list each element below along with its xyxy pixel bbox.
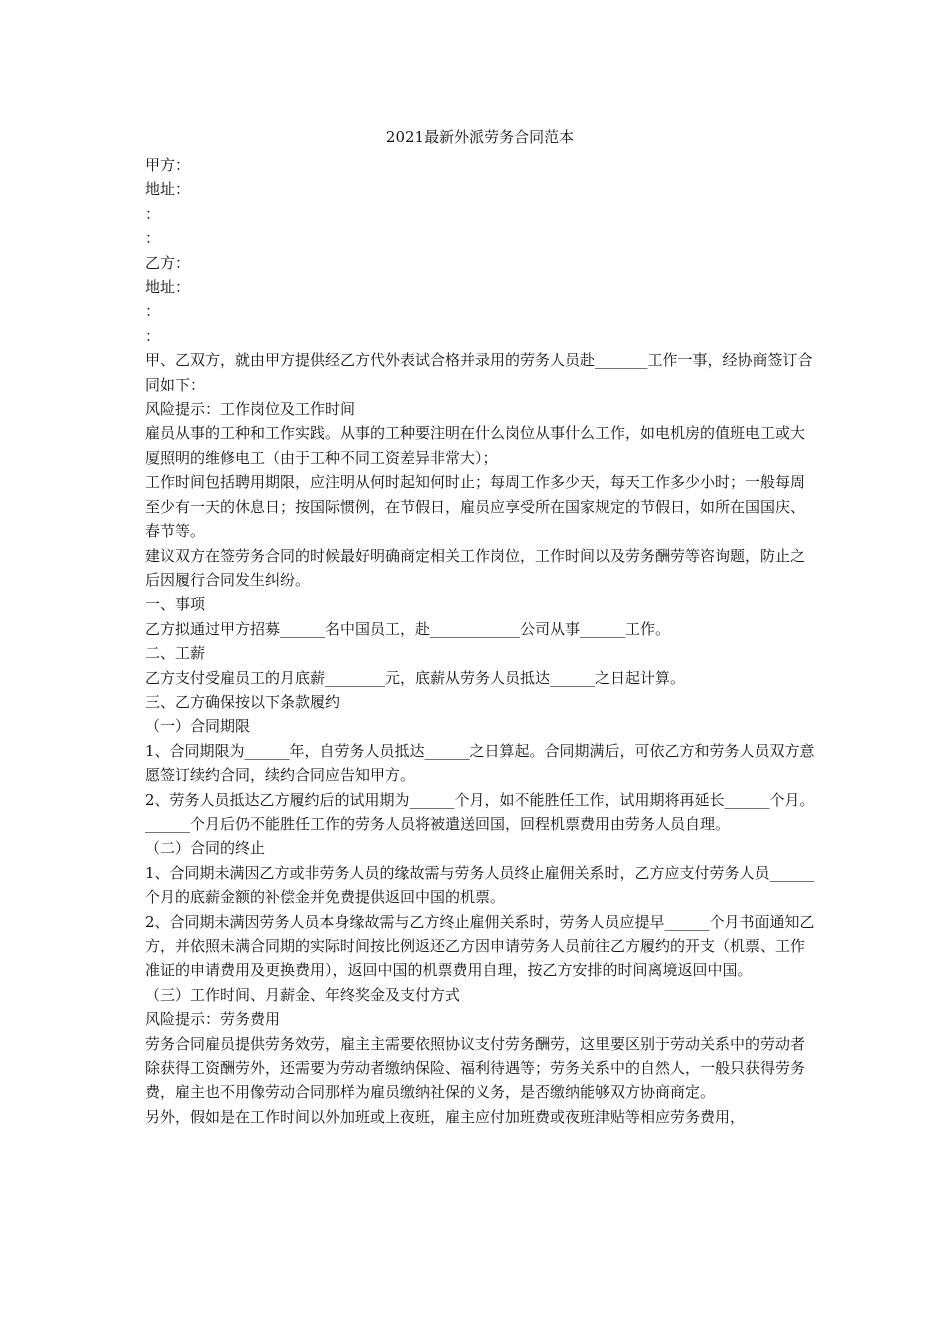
risk-tip-heading: 风险提示：劳务费用 [145,1010,281,1029]
subsection-heading: （三）工作时间、月薪金、年终奖金及支付方式 [145,985,461,1004]
section-heading: 一、事项 [145,595,206,614]
subsection-heading: （二）合同的终止 [145,839,266,858]
document-title: 2021最新外派劳务合同范本 [385,128,575,146]
party-b-field: ： [145,302,161,321]
party-a-field: ： [145,204,161,223]
body-paragraph: 劳务合同雇员提供劳务效劳，雇主主需要依照协议支付劳务酬劳，这里要区别于劳动关系中的劳动者除获得工资酬劳外，还需要为劳动者缴纳保险、福利待遇等；劳务关系中的自然人，一般只获得劳务费，雇主也不用像劳动合同那样为雇员缴纳社保的义务，是否缴纳能够双方协商商定。 [145,1034,806,1102]
party-a-field: ： [145,229,161,248]
party-b-field: ： [145,326,161,345]
preamble-paragraph: 甲、乙双方，就由甲方提供经乙方代外表试合格并录用的劳务人员赴_______工作一事，经协商签订合同如下： [145,351,813,394]
subsection-heading: （一）合同期限 [145,717,251,736]
body-paragraph: 乙方支付受雇员工的月底薪________元，底薪从劳务人员抵达______之日起计算。 [145,668,686,687]
clause-paragraph: 2、劳务人员抵达乙方履约后的试用期为______个月，如不能胜任工作，试用期将再延长______个月。______个月后仍不能胜任工作的劳务人员将被遣送回国，回程机票费用由劳务人员自理。 [145,790,815,833]
party-a-label: 甲方： [145,156,191,174]
section-heading: 三、乙方确保按以下条款履约 [145,692,341,711]
section-heading: 二、工薪 [145,644,206,663]
body-paragraph: 另外，假如是在工作时间以外加班或上夜班，雇主应付加班费或夜班津贴等相应劳务费用， [145,1107,746,1126]
risk-tip-heading: 风险提示：工作岗位及工作时间 [145,400,356,419]
party-b-label: 乙方： [145,253,191,272]
clause-paragraph: 2、合同期未满因劳务人员本身缘故需与乙方终止雇佣关系时，劳务人员应提早______个月书面通知乙方，并依照未满合同期的实际时间按比例返还乙方因申请劳务人员前往乙方履约的开支（机票、工作准证的申请费用及更换费用），返回中国的机票费用自理，按乙方安排的时间离境返回中国。 [145,912,815,980]
document-body [145,153,815,1129]
body-paragraph: 雇员从事的工种和工作实践。从事的工种要注明在什么岗位从事什么工作，如电机房的值班电工或大厦照明的维修电工（由于工种不同工资差异非常大）； [145,424,806,467]
body-paragraph: 工作时间包括聘用期限，应注明从何时起知何时止；每周工作多少天，每天工作多少小时；一般每周至少有一天的休息日；按国际惯例，在节假日，雇员应享受所在国家规定的节假日，如所在国国庆、春节等。 [145,473,806,541]
party-a-address: 地址： [145,180,191,199]
body-paragraph: 建议双方在签劳务合同的时候最好明确商定相关工作岗位，工作时间以及劳务酬劳等咨询题，防止之后因履行合同发生纠纷。 [145,546,806,589]
clause-paragraph: 1、合同期限为______年，自劳务人员抵达______之日算起。合同期满后，可依乙方和劳务人员双方意愿签订续约合同，续约合同应告知甲方。 [145,741,815,785]
clause-paragraph: 1、合同期未满因乙方或非劳务人员的缘故需与劳务人员终止雇佣关系时，乙方应支付劳务人员______个月的底薪金额的补偿金并免费提供返回中国的机票。 [145,863,815,907]
body-paragraph: 乙方拟通过甲方招募______名中国员工，赴____________公司从事______工作。 [145,619,671,638]
party-b-address: 地址： [145,278,191,297]
